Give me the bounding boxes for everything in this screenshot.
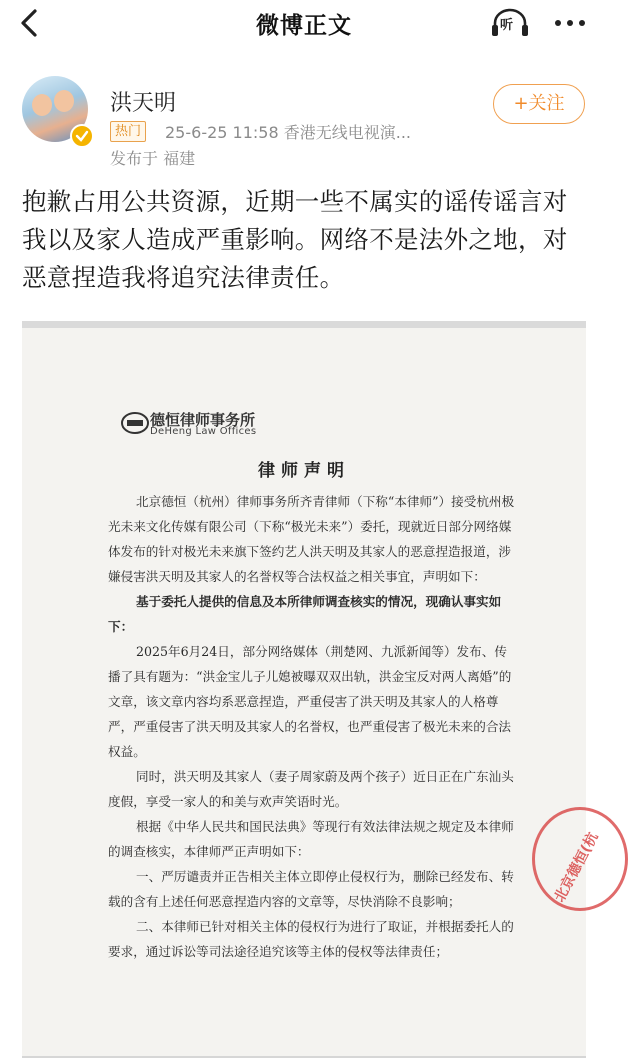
avatar-face-left	[32, 94, 52, 116]
listen-label: 听	[500, 18, 514, 33]
firm-logo-icon	[120, 411, 150, 435]
verified-badge-icon	[70, 124, 94, 148]
more-dots-icon	[548, 8, 592, 38]
top-nav-bar	[0, 0, 608, 46]
avatar-face-right	[54, 90, 74, 112]
follow-button[interactable]: +关注	[493, 84, 585, 124]
document-title: 律师声明	[258, 461, 350, 481]
firm-name-chinese: 德恒律师事务所	[150, 411, 256, 429]
document-paragraph: 二、本律师已针对相关主体的侵权行为进行了取证，并根据委托人的要求，通过诉讼等司法途径追究该等主体的侵权等法律责任；	[108, 919, 514, 959]
seal-text: 北京德恒(杭	[551, 829, 602, 905]
document-paragraph: 北京德恒（杭州）律师事务所齐青律师（下称“本律师”）接受杭州极光未来文化传媒有限公司（下称“极光未来”）委托，现就近日部分网络媒体发布的针对极光未来旗下签约艺人洪天明及其家人的恶意捏造报道，涉嫌侵害洪天明及其家人的名誉权等合法权益之相关事宜，声明如下：	[108, 494, 515, 584]
document-top-edge	[22, 321, 586, 328]
post-meta: 25-6-25 11:58 香港无线电视演...	[165, 123, 411, 142]
red-seal-stamp	[532, 807, 628, 911]
document-paragraph: 根据《中华人民共和国民法典》等现行有效法律法规之规定及本律师的调查核实，本律师严正声明如下：	[108, 819, 514, 859]
document-body	[108, 489, 518, 964]
document-paragraph: 基于委托人提供的信息及本所律师调查核实的情况，现确认事实如下：	[108, 594, 502, 634]
document-paragraph: 一、严厉谴责并正告相关主体立即停止侵权行为，删除已经发布、转载的含有上述任何恶意捏造内容的文章等，尽快消除不良影响；	[108, 869, 514, 909]
author-name[interactable]: 洪天明	[110, 91, 177, 116]
attached-document-image[interactable]	[22, 321, 602, 1058]
page-title: 微博正文	[256, 13, 352, 39]
document-paragraph: 2025年6月24日，部分网络媒体（荆楚网、九派新闻等）发布、传播了具有题为：“洪金宝儿子儿媳被曝双双出轨，洪金宝反对两人离婚”的文章，该文章内容均系恶意捏造，严重侵害了洪天明及其家人的人格尊严，严重侵害了洪天明及其家人的名誉权，也严重侵害了极光未来的合法权益。	[108, 644, 512, 759]
hot-badge: 热门	[110, 121, 146, 142]
listen-button[interactable]	[490, 6, 530, 40]
more-options-button[interactable]	[548, 8, 592, 38]
firm-name-english: DeHeng Law Offices	[150, 426, 257, 437]
post-text: 抱歉占用公共资源，近期一些不属实的谣传谣言对我以及家人造成严重影响。网络不是法外之地，对恶意捏造我将追究法律责任。	[22, 187, 568, 292]
post-location: 发布于 福建	[110, 149, 196, 168]
document-paragraph: 同时，洪天明及其家人（妻子周家蔚及两个孩子）近日正在广东汕头度假，享受一家人的和美与欢声笑语时光。	[108, 769, 514, 809]
